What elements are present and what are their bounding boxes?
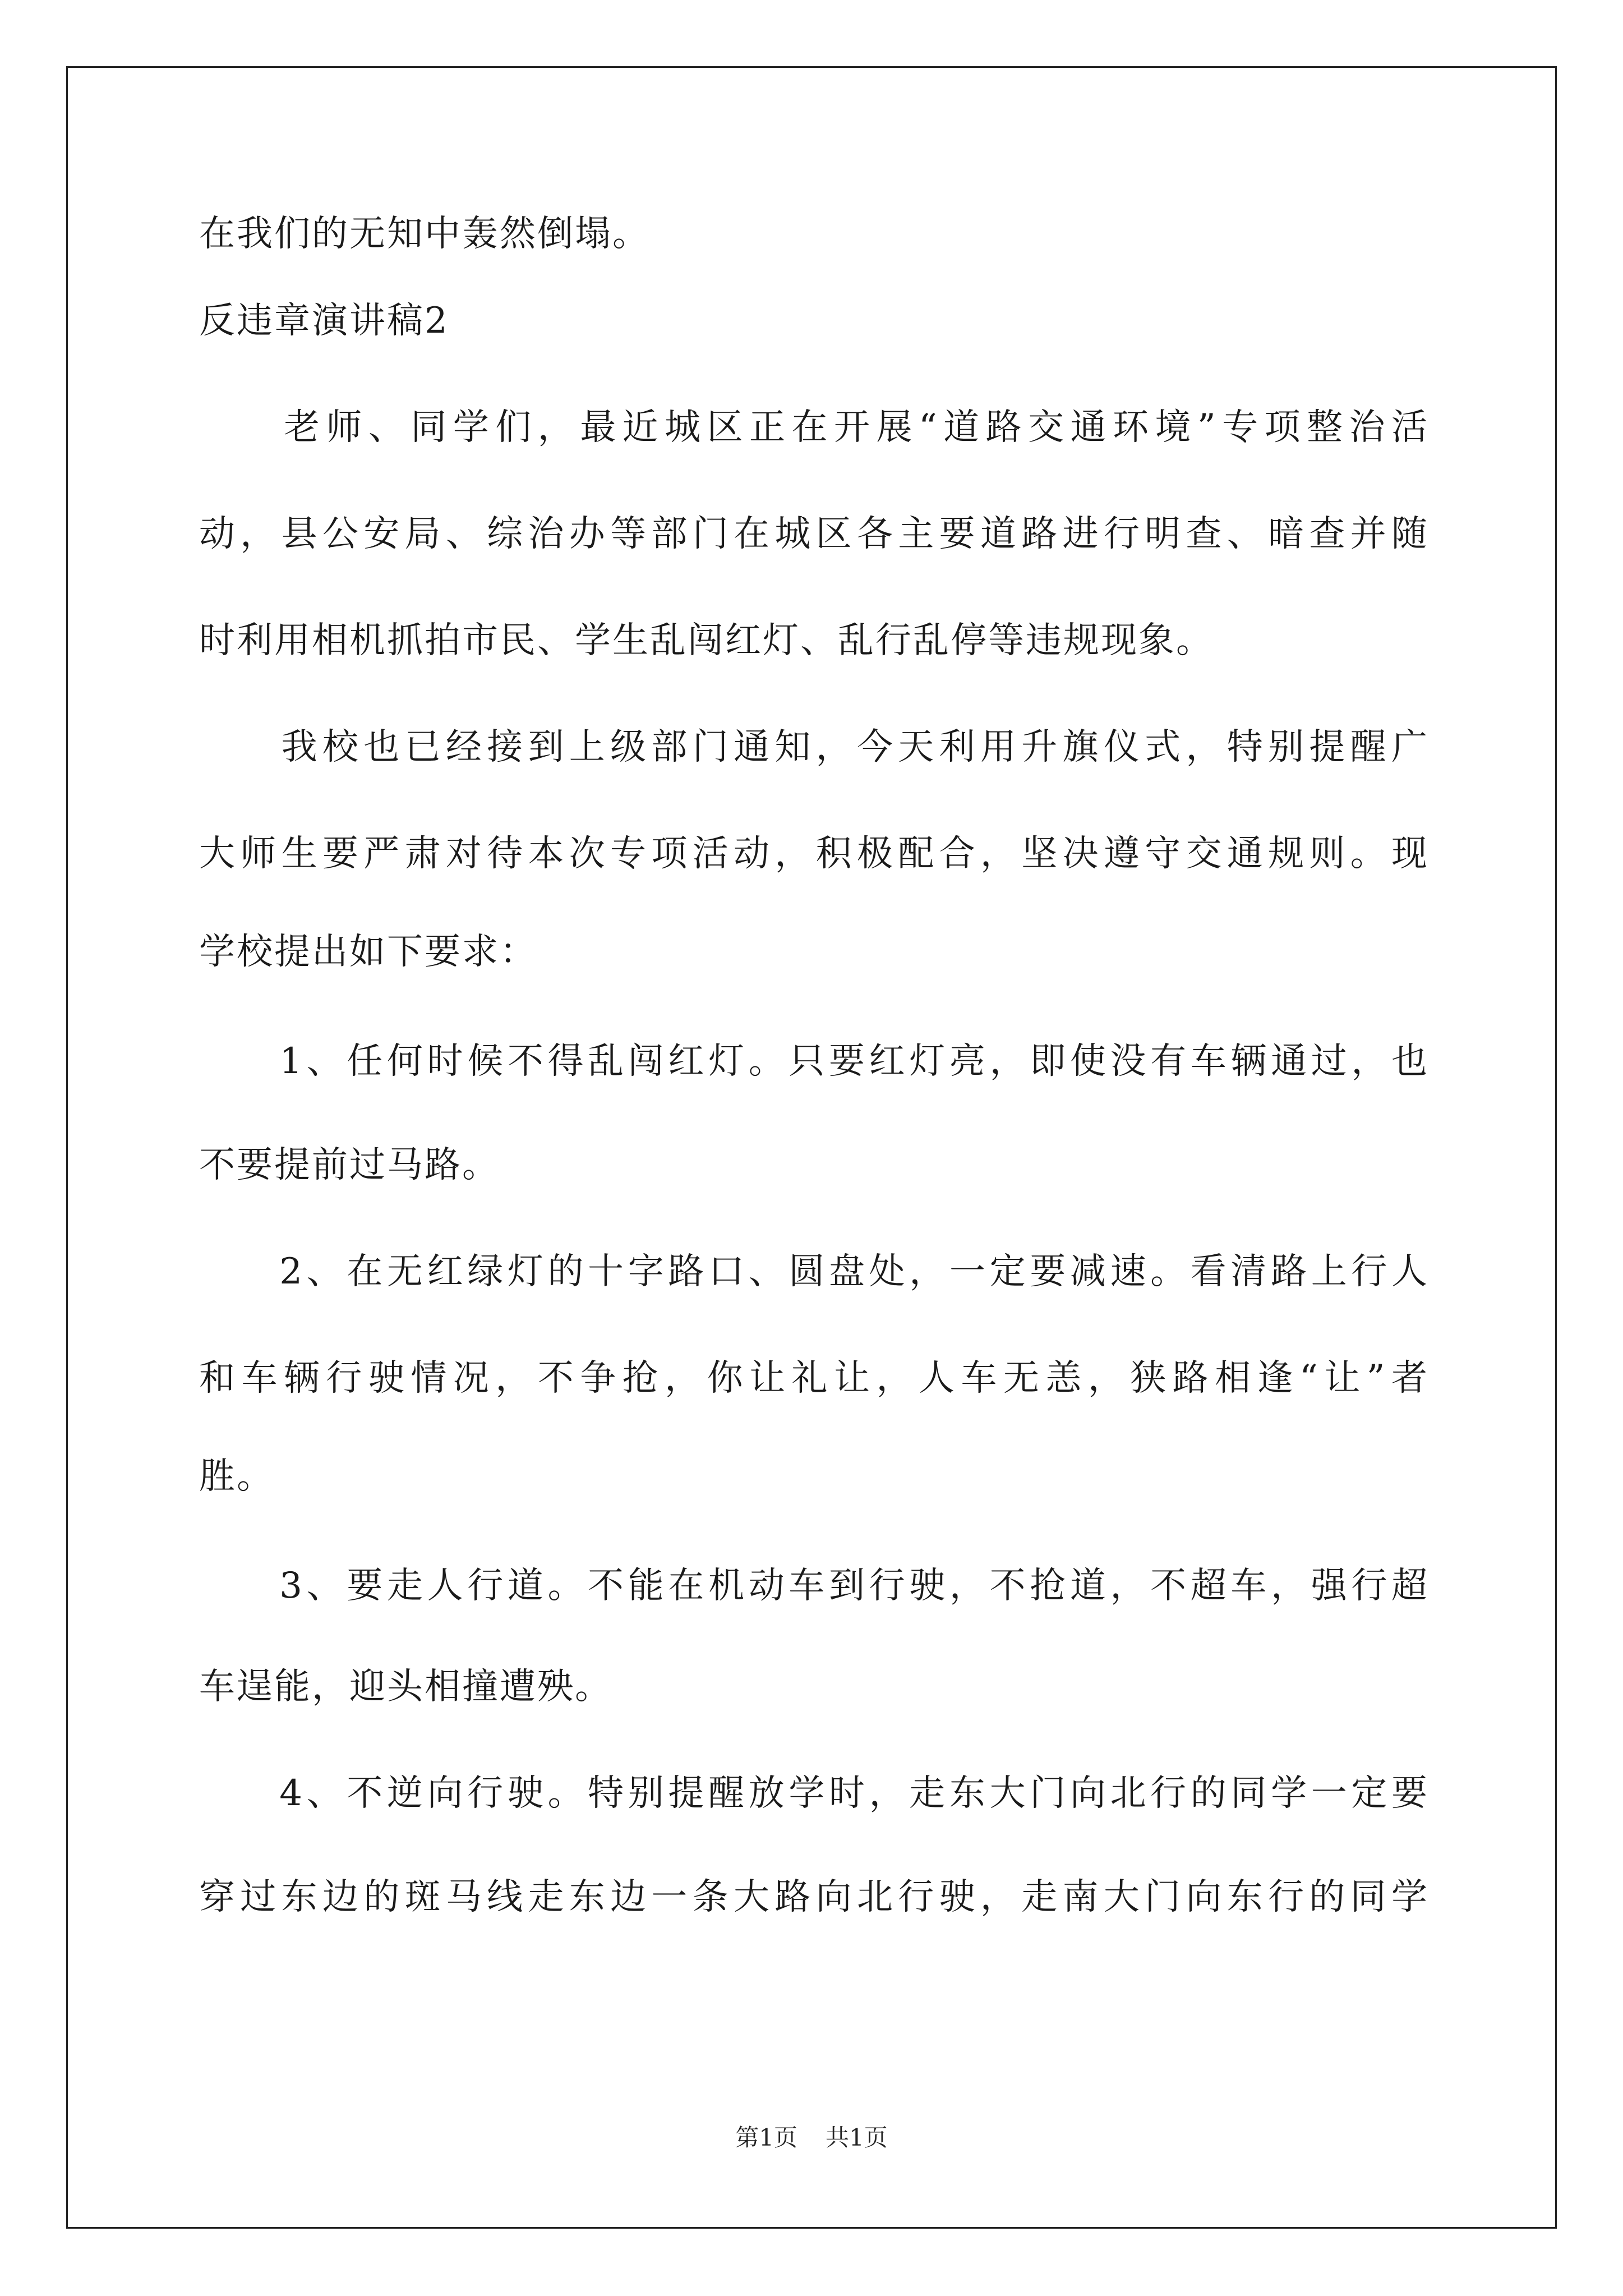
text-line: 老师、同学们，最近城区正在开展“道路交通环境”专项整治活	[199, 407, 1427, 448]
text-line: 大师生要严肃对待本次专项活动，积极配合，坚决遵守交通规则。现	[199, 833, 1427, 875]
text-line: 在我们的无知中轰然倒塌。	[199, 213, 650, 255]
page-footer	[0, 2126, 1623, 2150]
text-line: 我校也已经接到上级部门通知，今天利用升旗仪式，特别提醒广	[199, 726, 1427, 768]
text-line: 1、任何时候不得乱闯红灯。只要红灯亮，即使没有车辆通过，也	[199, 1041, 1427, 1082]
text-line: 4、不逆向行驶。特别提醒放学时，走东大门向北行的同学一定要	[199, 1773, 1427, 1814]
text-line: 不要提前过马路。	[199, 1144, 500, 1186]
text-line: 3、要走人行道。不能在机动车到行驶，不抢道，不超车，强行超	[199, 1565, 1427, 1607]
text-line: 和车辆行驶情况，不争抢，你让礼让，人车无恙，狭路相逢“让”者	[199, 1358, 1427, 1399]
text-line: 2、在无红绿灯的十字路口、圆盘处，一定要减速。看清路上行人	[199, 1251, 1427, 1292]
section-heading: 反违章演讲稿2	[199, 300, 449, 342]
page-number: 第1页	[735, 2124, 797, 2151]
text-line: 学校提出如下要求：	[199, 931, 537, 973]
text-line: 穿过东边的斑马线走东边一条大路向北行驶，走南大门向东行的同学	[199, 1876, 1427, 1918]
text-line: 胜。	[199, 1456, 274, 1497]
text-line: 动，县公安局、综治办等部门在城区各主要道路进行明查、暗查并随	[199, 513, 1427, 555]
page-total: 共1页	[826, 2124, 888, 2151]
text-line: 时利用相机抓拍市民、学生乱闯红灯、乱行乱停等违规现象。	[199, 620, 1214, 661]
text-line: 车逞能，迎头相撞遭殃。	[199, 1666, 612, 1708]
